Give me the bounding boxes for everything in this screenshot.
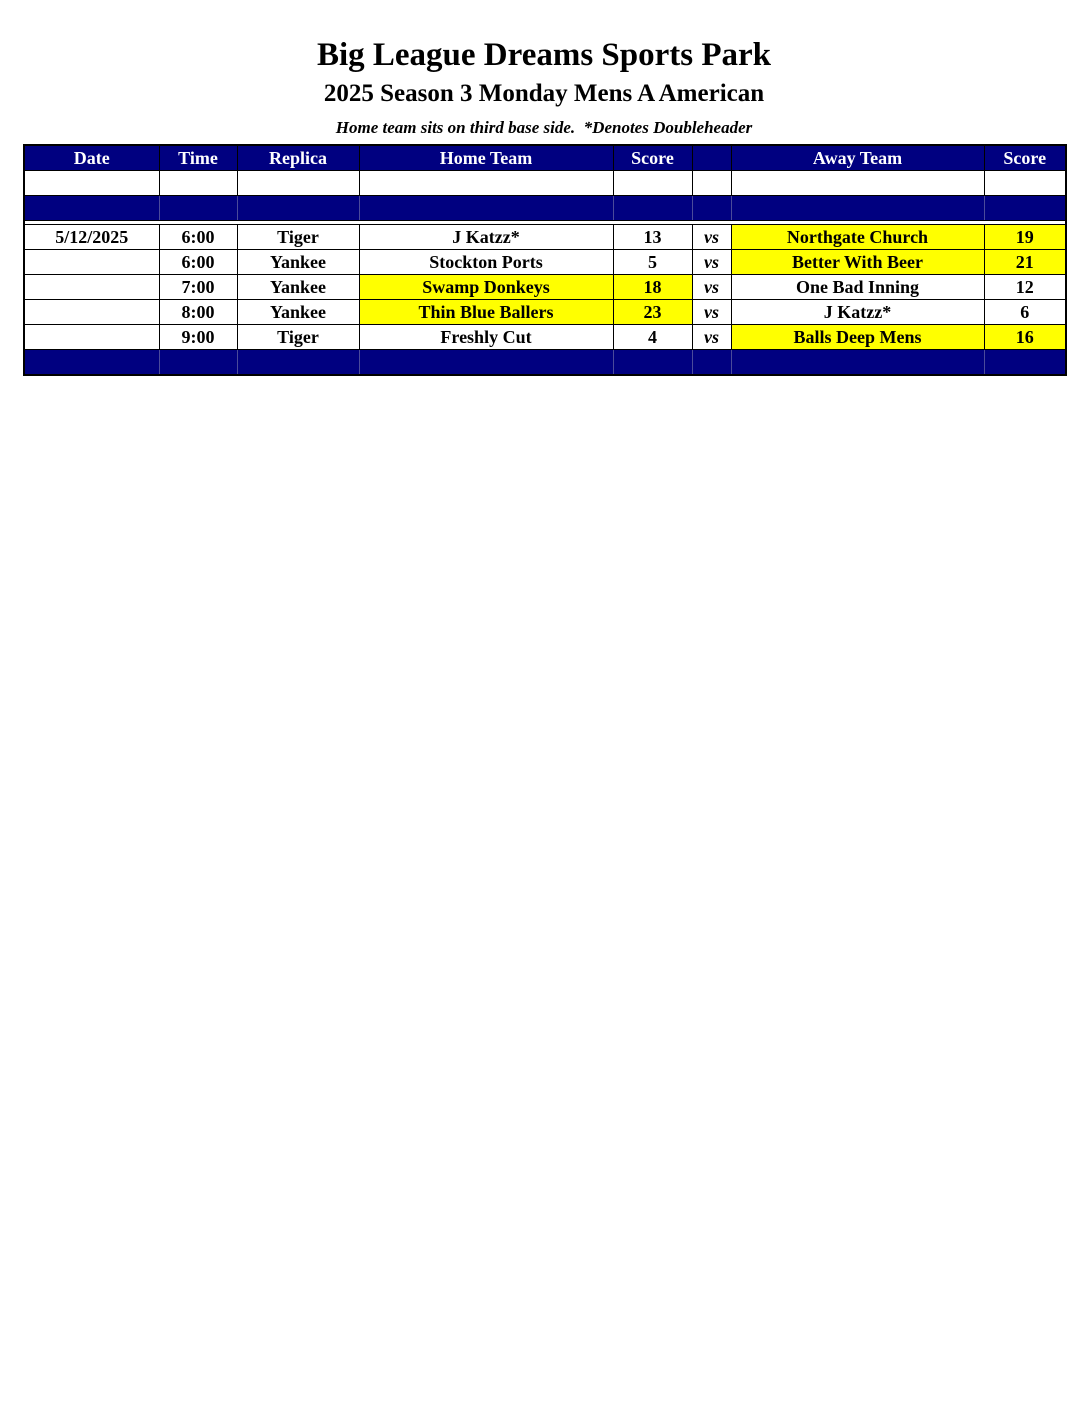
away-team: Better With Beer — [731, 250, 984, 275]
game-row — [24, 300, 1066, 325]
home-team: J Katzz* — [359, 225, 613, 250]
game-time: 6:00 — [159, 225, 237, 250]
column-header-away-team: Away Team — [731, 145, 984, 171]
game-date — [24, 250, 159, 275]
game-time: 6:00 — [159, 250, 237, 275]
game-time: 9:00 — [159, 325, 237, 350]
home-team: Swamp Donkeys — [359, 275, 613, 300]
game-row — [24, 225, 1066, 250]
away-team: J Katzz* — [731, 300, 984, 325]
away-score: 6 — [984, 300, 1066, 325]
game-row — [24, 325, 1066, 350]
column-header-date: Date — [24, 145, 159, 171]
away-team: Northgate Church — [731, 225, 984, 250]
away-score: 21 — [984, 250, 1066, 275]
home-score: 5 — [613, 250, 692, 275]
home-score: 4 — [613, 325, 692, 350]
away-score: 12 — [984, 275, 1066, 300]
home-score: 13 — [613, 225, 692, 250]
vs-label: vs — [692, 300, 731, 325]
blank-row — [24, 171, 1066, 196]
page-title: Big League Dreams Sports Park — [316, 37, 772, 73]
game-time: 8:00 — [159, 300, 237, 325]
divider-band — [24, 196, 1066, 221]
schedule-table — [23, 144, 1067, 376]
vs-label: vs — [692, 250, 731, 275]
column-header-home-team: Home Team — [359, 145, 613, 171]
vs-label: vs — [692, 275, 731, 300]
away-team: Balls Deep Mens — [731, 325, 984, 350]
game-row — [24, 250, 1066, 275]
column-header-replica: Replica — [237, 145, 359, 171]
column-header-time: Time — [159, 145, 237, 171]
header-row — [24, 145, 1066, 171]
column-header-home-score: Score — [613, 145, 692, 171]
game-date — [24, 325, 159, 350]
home-team: Thin Blue Ballers — [359, 300, 613, 325]
vs-label: vs — [692, 225, 731, 250]
game-date: 5/12/2025 — [24, 225, 159, 250]
doubleheader-note: Home team sits on third base side. *Denotes Doubleheader — [335, 118, 753, 137]
home-score: 23 — [613, 300, 692, 325]
game-row — [24, 275, 1066, 300]
game-replica: Yankee — [237, 300, 359, 325]
game-replica: Yankee — [237, 275, 359, 300]
away-score: 19 — [984, 225, 1066, 250]
game-replica: Yankee — [237, 250, 359, 275]
footer-band — [24, 350, 1066, 376]
game-date — [24, 300, 159, 325]
page-subtitle: 2025 Season 3 Monday Mens A American — [323, 80, 765, 107]
home-team: Freshly Cut — [359, 325, 613, 350]
home-team: Stockton Ports — [359, 250, 613, 275]
game-replica: Tiger — [237, 325, 359, 350]
home-score: 18 — [613, 275, 692, 300]
away-score: 16 — [984, 325, 1066, 350]
away-team: One Bad Inning — [731, 275, 984, 300]
column-header-vs — [692, 145, 731, 171]
game-replica: Tiger — [237, 225, 359, 250]
column-header-away-score: Score — [984, 145, 1066, 171]
game-date — [24, 275, 159, 300]
game-time: 7:00 — [159, 275, 237, 300]
vs-label: vs — [692, 325, 731, 350]
